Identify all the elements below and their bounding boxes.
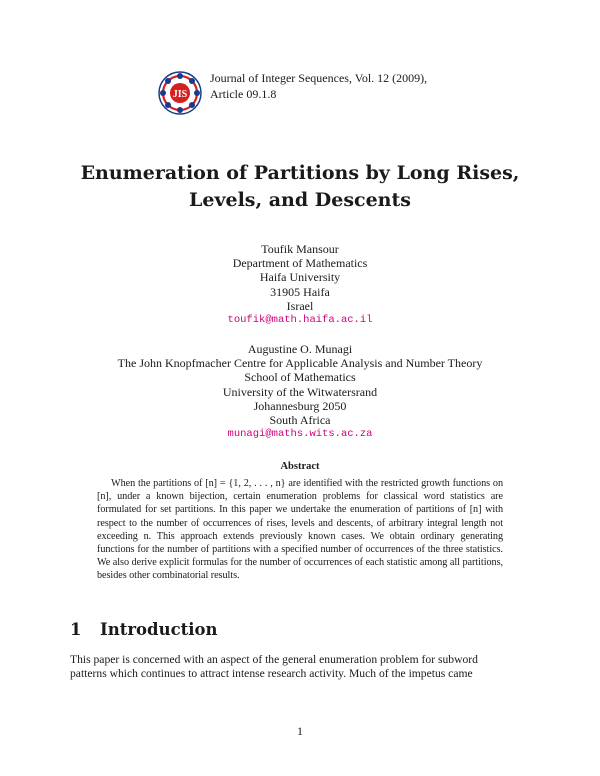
- author-2-email-link[interactable]: munagi@maths.wits.ac.za: [227, 428, 373, 441]
- author-2-school: School of Mathematics: [244, 370, 356, 385]
- page-number: 1: [297, 724, 303, 738]
- author-1-name: Toufik Mansour: [261, 242, 339, 256]
- author-2-name: Augustine O. Munagi: [247, 342, 353, 356]
- author-1-university: Haifa University: [259, 270, 341, 285]
- section-number: 1: [70, 620, 82, 639]
- author-1-email-link[interactable]: toufik@math.haifa.ac.il: [227, 314, 373, 327]
- abstract-heading: Abstract: [280, 461, 320, 472]
- intro-line-1: This paper is concerned with an aspect of the general enumeration problem for subword: [70, 653, 478, 666]
- title-line-1: Enumeration of Partitions by Long Rises,: [80, 162, 520, 184]
- author-2-city: Johannesburg 2050: [253, 398, 347, 413]
- intro-paragraph: [70, 653, 530, 681]
- journal-citation: [210, 70, 427, 102]
- author-1-country: Israel: [286, 298, 314, 313]
- svg-text:JIS: JIS: [172, 89, 188, 100]
- intro-line-2: patterns which continues to attract intense research activity. Much of the impetus came: [70, 667, 473, 680]
- paper-title: [60, 160, 540, 214]
- author-2-university: University of the Witwatersrand: [222, 384, 378, 399]
- jis-logo: [158, 71, 202, 115]
- title-line-2: Levels, and Descents: [189, 189, 411, 211]
- section-title: Introduction: [100, 620, 218, 639]
- author-2-centre: The John Knopfmacher Centre for Applicable Analysis and Number Theory: [117, 356, 483, 371]
- journal-header: [158, 70, 427, 115]
- author-1-city: 31905 Haifa: [270, 284, 330, 299]
- journal-line-2: Article 09.1.8: [210, 87, 277, 101]
- author-2-country: South Africa: [269, 413, 331, 428]
- author-2-block: [60, 342, 540, 441]
- section-heading: [70, 620, 218, 639]
- journal-line-1: Journal of Integer Sequences, Vol. 12 (2009),: [210, 71, 428, 85]
- author-1-department: Department of Mathematics: [232, 256, 368, 271]
- author-1-block: [60, 242, 540, 327]
- abstract-body: When the partitions of [n] = {1, 2, . . . , n} are identified with the restricted growth functions on [n], under a known bijection, certain enumeration problems for classical word statistics are formulated for set partitions. In this paper we undertake the enumeration of partitions of [n] with respect to the number of occurrences of rises, levels and descents, of arbitrary integral length not exceeding n. This approach extends previously known cases. We obtain ordinary generating functions for the number of partitions with a specified number of occurrences of the three statistics. We also derive explicit formulas for the number of occurrences of each statistic among all partitions, besides other combinatorial results.: [97, 478, 503, 582]
